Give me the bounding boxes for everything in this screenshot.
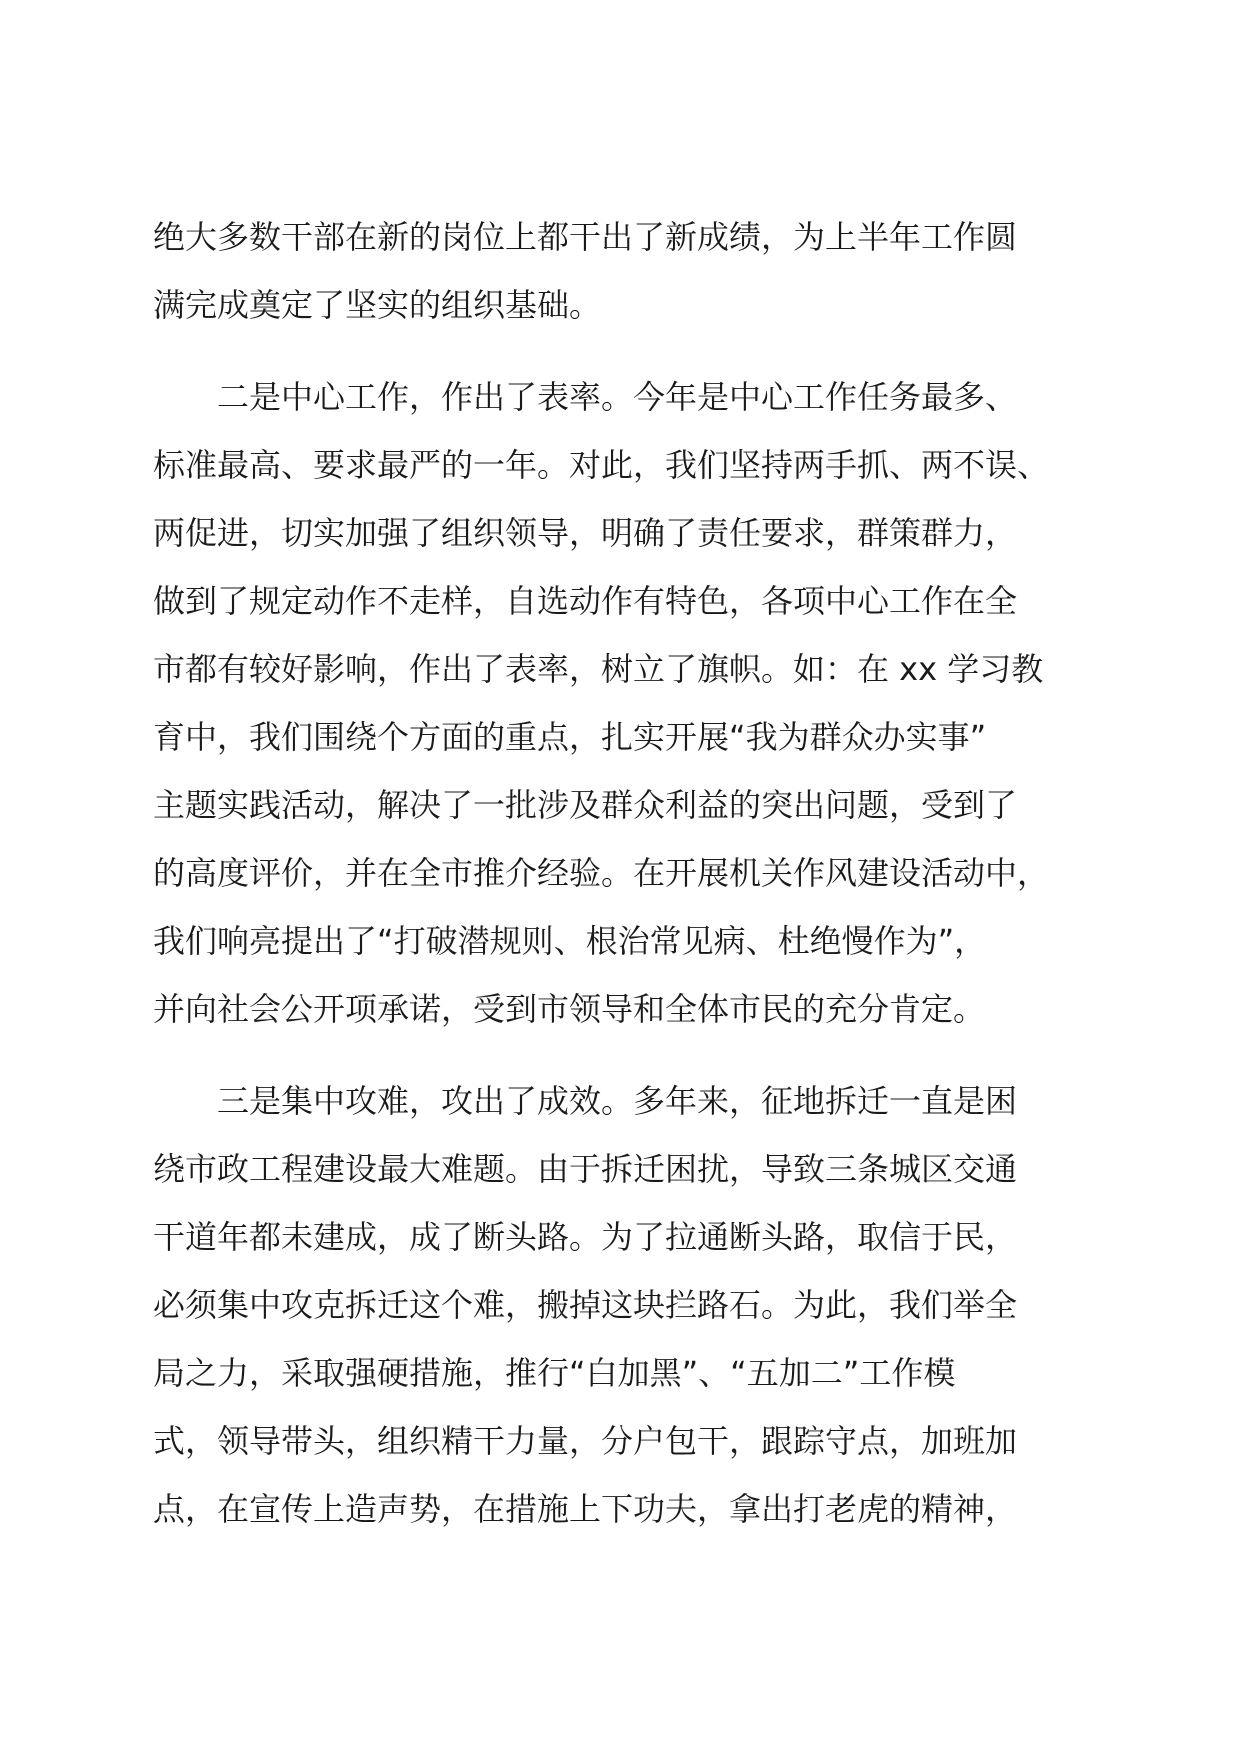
text-line: 点，在宣传上造声势，在措施上下功夫，拿出打老虎的精神，	[153, 1490, 1018, 1528]
paragraph	[153, 363, 1093, 1043]
text-line: 满完成奠定了坚实的组织基础。	[153, 286, 602, 324]
document-body	[153, 203, 1093, 1543]
paragraph-spacer	[153, 339, 1093, 363]
text-line: 育中，我们围绕个方面的重点，扎实开展“我为群众办实事”	[153, 718, 987, 756]
text-line: 绕市政工程建设最大难题。由于拆迁困扰，导致三条城区交通	[153, 1150, 1018, 1188]
text-line: 二是中心工作，作出了表率。今年是中心工作任务最多、	[217, 378, 1018, 416]
paragraph	[153, 203, 1093, 339]
text-line: 必须集中攻克拆迁这个难，搬掉这块拦路石。为此，我们举全	[153, 1286, 1018, 1324]
text-line: 干道年都未建成，成了断头路。为了拉通断头路，取信于民，	[153, 1218, 1018, 1256]
text-line: 式，领导带头，组织精干力量，分户包干，跟踪守点，加班加	[153, 1422, 1018, 1460]
text-line: 做到了规定动作不走样，自选动作有特色，各项中心工作在全	[153, 582, 1018, 620]
text-line: 两促进，切实加强了组织领导，明确了责任要求，群策群力，	[153, 514, 1018, 552]
paragraph	[153, 1067, 1093, 1543]
paragraph-spacer	[153, 1043, 1093, 1067]
text-line: 市都有较好影响，作出了表率，树立了旗帜。如：在 xx 学习教	[153, 650, 1044, 688]
text-line: 并向社会公开项承诺，受到市领导和全体市民的充分肯定。	[153, 990, 986, 1028]
text-line: 绝大多数干部在新的岗位上都干出了新成绩，为上半年工作圆	[153, 218, 1018, 256]
text-line: 我们响亮提出了“打破潜规则、根治常见病、杜绝慢作为”，	[153, 922, 987, 960]
text-line: 局之力，采取强硬措施，推行“白加黑”、“五加二”工作模	[153, 1354, 956, 1392]
text-line: 三是集中攻难，攻出了成效。多年来，征地拆迁一直是困	[217, 1082, 1018, 1120]
text-line: 标准最高、要求最严的一年。对此，我们坚持两手抓、两不误、	[153, 446, 1050, 484]
text-line: 的高度评价，并在全市推介经验。在开展机关作风建设活动中，	[153, 854, 1050, 892]
text-line: 主题实践活动，解决了一批涉及群众利益的突出问题，受到了	[153, 786, 1018, 824]
